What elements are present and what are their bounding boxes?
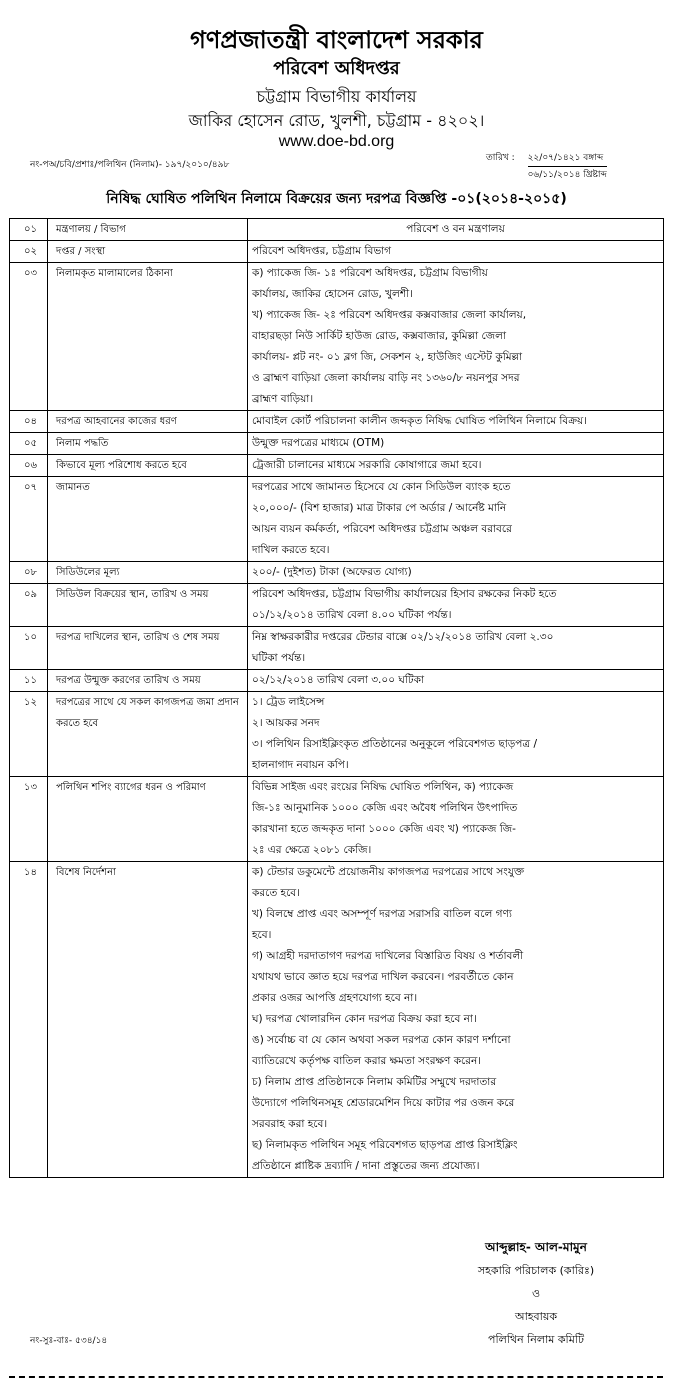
row-value-line: পরিবেশ অধিদপ্তর, চট্টগ্রাম বিভাগীয় কার্যালয়ের হিসাব রক্ষকের নিকট হতে (252, 588, 557, 600)
row-serial: ০৫ (10, 433, 48, 455)
row-value (248, 777, 664, 862)
row-label: দরপত্র উন্মুক্ত করণের তারিখ ও সময় (48, 670, 248, 692)
row-serial: ১১ (10, 670, 48, 692)
bottom-divider (9, 1376, 663, 1378)
row-value-line: জি-১ঃ আনুমানিক ১০০০ কেজি এবং অবৈধ পলিথিন উৎপাদিত (252, 802, 518, 814)
row-value-line: দরপত্রের সাথে জামানত হিসেবে যে কোন সিডিউল ব্যাংক হতে (252, 481, 511, 493)
row-serial: ০৪ (10, 411, 48, 433)
row-value (248, 263, 664, 411)
date-english: ০৬/১১/২০১৪ খ্রিষ্টাব্দ (527, 170, 607, 180)
row-value-line: কারখানা হতে জব্দকৃত দানা ১০০০ কেজি এবং খ) প্যাকেজ জি- (252, 823, 516, 835)
row-serial: ১৩ (10, 777, 48, 862)
row-label: সিডিউল বিক্রয়ের স্থান, তারিখ ও সময় (48, 584, 248, 627)
row-value-line: উন্মুক্ত দরপত্রের মাধ্যমে (OTM) (252, 437, 385, 449)
table-row (10, 477, 664, 562)
signature-conjunction: ও (531, 1287, 541, 1300)
row-serial: ০৬ (10, 455, 48, 477)
row-value (248, 627, 664, 670)
reference-number: নং-সুঃ-বাঃ- ৫৩৪/১৪ (30, 1336, 108, 1346)
row-value-line: ছ) নিলামকৃত পলিথিন সমূহ পরিবেশগত ছাড়পত্র প্রাপ্ত রিসাইক্লিং (252, 1139, 518, 1151)
row-label: নিলামকৃত মালামালের ঠিকানা (48, 263, 248, 411)
row-serial: ০৯ (10, 584, 48, 627)
row-value-line: ২০০/- (দুইশত) টাকা (অফেরত যোগ্য) (252, 566, 412, 578)
row-label: দরপত্রের সাথে যে সকল কাগজপত্র জমা প্রদান করতে হবে (48, 692, 248, 777)
row-value-line: উদ্যোগে পলিথিনসমূহ শ্রেডারমেশিন দিয়ে কাটার পর ওজন করে (252, 1097, 515, 1109)
row-value-line: দাখিল করতে হবে। (252, 544, 330, 556)
row-value-line: ব্রাহ্মণ বাড়িয়া। (252, 393, 314, 405)
row-serial: ১২ (10, 692, 48, 777)
office-name: চট্টগ্রাম বিভাগীয় কার্যালয় (256, 87, 417, 106)
row-value-line: সরবরাহ করা হবে। (252, 1118, 328, 1130)
row-label: পলিথিন শপিং ব্যাগের ধরন ও পরিমাণ (48, 777, 248, 862)
row-value-line: কার্যালয়- প্লট নং- ০১ ব্লগ জি, সেকশন ২, হাউজিং এস্টেট কুমিল্লা (252, 351, 523, 363)
row-value-line: খ) প্যাকেজ জি- ২ঃ পরিবেশ অধিদপ্তর কক্সবাজার জেলা কার্যালয়, (252, 309, 527, 321)
row-value-line: ট্রেজারী চালানের মাধ্যমে সরকারি কোষাগারে জমা হবে। (252, 459, 482, 471)
row-serial: ০২ (10, 241, 48, 263)
row-value-line: ক) টেন্ডার ডকুমেন্টে প্রয়োজনীয় কাগজপত্র দরপত্রের সাথে সংযুক্ত (252, 866, 525, 878)
table-row (10, 219, 664, 241)
row-value-line: ২০,০০০/- (বিশ হাজার) মাত্র টাকার পে অর্ডার / আর্নেষ্ট মানি (252, 502, 507, 514)
row-value-line: প্রকার ওজর আপত্তি গ্রহণযোগ্য হবে না। (252, 992, 418, 1004)
row-serial: ১০ (10, 627, 48, 670)
row-label: নিলাম পদ্ধতি (48, 433, 248, 455)
row-value-line: গ) আগ্রহী দরদাতাগণ দরপত্র দাখিলের বিস্তারিত বিষয় ও শর্তাবলী (252, 950, 524, 962)
row-value-line: ২। আয়কর সনদ (252, 717, 320, 729)
row-value-line: ঘটিকা পর্যন্ত। (252, 652, 306, 664)
department-title: পরিবেশ অধিদপ্তর (273, 58, 400, 79)
row-value-line: পরিবেশ অধিদপ্তর, চট্টগ্রাম বিভাগ (252, 245, 392, 257)
signatory-designation: সহকারি পরিচালক (কারিঃ) (477, 1264, 595, 1277)
row-value-line: মোবাইল কোর্ট পরিচালনা কালীন জব্দকৃত নিষিদ্ধ ঘোষিত পলিথিন নিলামে বিক্রয়। (252, 415, 587, 427)
row-value (248, 455, 664, 477)
date-bangla: ২২/০৭/১৪২১ বঙ্গাব্দ (528, 150, 607, 167)
signatory-role: আহবায়ক (514, 1310, 558, 1323)
table-row (10, 562, 664, 584)
row-value (248, 692, 664, 777)
table-row (10, 411, 664, 433)
row-label: দপ্তর / সংস্থা (48, 241, 248, 263)
row-value-line: করতে হবে। (252, 887, 300, 899)
row-value-line: নিম্ন স্বাক্ষরকারীর দপ্তরের টেন্ডার বাক্সে ০২/১২/২০১৪ তারিখ বেলা ২.৩০ (252, 631, 554, 643)
row-value-line: প্রতিষ্ঠানে প্লাষ্টিক দ্রব্যাদি / দানা প্রস্তুতের জন্য প্রযোজ্য। (252, 1160, 480, 1172)
row-value-line: খ) বিলম্বে প্রাপ্ত এবং অসম্পূর্ণ দরপত্র সরাসরি বাতিল বলে গণ্য (252, 908, 512, 920)
office-address: জাকির হোসেন রোড, খুলশী, চট্টগ্রাম - ৪২০২। (188, 111, 485, 130)
notice-title: নিষিদ্ধ ঘোষিত পলিথিন নিলামে বিক্রয়ের জন্য দরপত্র বিজ্ঞপ্তি -০১(২০১৪-২০১৫) (106, 191, 567, 207)
row-label: সিডিউলের মূল্য (48, 562, 248, 584)
table-row (10, 455, 664, 477)
row-value (248, 862, 664, 1178)
row-value-line: ব্যাতিরেখে কর্তৃপক্ষ বাতিল করার ক্ষমতা সংরক্ষণ করেন। (252, 1055, 482, 1067)
date-block (486, 150, 607, 182)
website-link[interactable]: www.doe-bd.org (278, 133, 395, 150)
row-value-line: ২ঃ এর ক্ষেত্রে ২০৮১ কেজি। (252, 844, 372, 856)
table-row (10, 670, 664, 692)
row-value-line: বিভিন্ন সাইজ এবং রংয়ের নিষিদ্ধ ঘোষিত পলিথিন, ক) প্যাকেজ (252, 781, 514, 793)
table-row (10, 263, 664, 411)
row-value-line: ৩। পলিথিন রিসাইক্লিংকৃত প্রতিষ্ঠানের অনুকূলে পরিবেশগত ছাড়পত্র / (252, 738, 538, 750)
row-value-line: ০১/১২/২০১৪ তারিখ বেলা ৪.০০ ঘটিকা পর্যন্ত। (252, 609, 452, 621)
row-value (248, 477, 664, 562)
row-value-line: চ) নিলাম প্রাপ্ত প্রতিষ্ঠানকে নিলাম কমিটির সম্মুখে দরদাতার (252, 1076, 497, 1088)
row-value-line: ০২/১২/২০১৪ তারিখ বেলা ৩.০০ ঘটিকা (252, 674, 424, 686)
row-value-line: পরিবেশ ও বন মন্ত্রণালয় (406, 223, 505, 235)
row-serial: ০৩ (10, 263, 48, 411)
tender-details-table (9, 218, 664, 1178)
row-label: কিভাবে মূল্য পরিশোধ করতে হবে (48, 455, 248, 477)
row-serial: ০৭ (10, 477, 48, 562)
signatory-name: আব্দুল্লাহ- আল-মামুন (485, 1240, 587, 1254)
row-value (248, 670, 664, 692)
row-value (248, 433, 664, 455)
table-row (10, 433, 664, 455)
row-value (248, 584, 664, 627)
row-value-line: ক) প্যাকেজ জি- ১ঃ পরিবেশ অধিদপ্তর, চট্টগ্রাম বিভাগীয় (252, 267, 488, 279)
row-value-line: যথাযথ ভাবে জ্ঞাত হয়ে দরপত্র দাখিল করবেন। পরবর্তীতে কোন (252, 971, 514, 983)
row-value-line: ঘ) দরপত্র খোলারদিন কোন দরপত্র বিক্রয় করা হবে না। (252, 1013, 477, 1025)
table-row (10, 241, 664, 263)
government-title: গণপ্রজাতন্ত্রী বাংলাদেশ সরকার (190, 26, 483, 54)
table-row (10, 862, 664, 1178)
memo-number: নং-পঅ/চবি/প্রশাঃ/পলিথিন (নিলাম)- ১৯৭/২০১০/৪৯৮ (30, 160, 230, 170)
row-label: জামানত (48, 477, 248, 562)
row-value (248, 411, 664, 433)
committee-name: পলিথিন নিলাম কমিটি (488, 1333, 584, 1346)
row-serial: ০১ (10, 219, 48, 241)
table-row (10, 584, 664, 627)
row-value (248, 241, 664, 263)
row-label: মন্ত্রণালয় / বিভাগ (48, 219, 248, 241)
row-value-line: আয়ন ব্যয়ন কর্মকর্তা, পরিবেশ অধিদপ্তর চট্টগ্রাম অঞ্চল বরাবরে (252, 523, 512, 535)
date-label: তারিখ : (486, 153, 515, 163)
row-value-line: ১। ট্রেড লাইসেন্স (252, 696, 325, 708)
row-value-line: বাহারছড়া নিউ সার্কিট হাউজ রোড, কক্সবাজার, কুমিল্লা জেলা (252, 330, 506, 342)
row-serial: ০৮ (10, 562, 48, 584)
row-label: দরপত্র দাখিলের স্থান, তারিখ ও শেষ সময় (48, 627, 248, 670)
row-value-line: হালনাগাদ নবায়ন কপি। (252, 759, 349, 771)
row-serial: ১৪ (10, 862, 48, 1178)
table-row (10, 692, 664, 777)
row-value (248, 219, 664, 241)
row-value-line: ঙ) সর্বোচ্চ বা যে কোন অথবা সকল দরপত্র কোন কারণ দর্শানো (252, 1034, 511, 1046)
row-label: বিশেষ নির্দেশনা (48, 862, 248, 1178)
row-value (248, 562, 664, 584)
signature-block (436, 1236, 636, 1351)
table-row (10, 627, 664, 670)
row-value-line: কার্যালয়, জাকির হোসেন রোড, খুলশী। (252, 288, 413, 300)
row-value-line: হবে। (252, 929, 272, 941)
row-value-line: ও ব্রাহ্মণ বাড়িয়া জেলা কার্যালয় বাড়ি নং ১৩৬০/৮ নয়নপুর সদর (252, 372, 520, 384)
row-label: দরপত্র আহবানের কাজের ধরণ (48, 411, 248, 433)
table-row (10, 777, 664, 862)
